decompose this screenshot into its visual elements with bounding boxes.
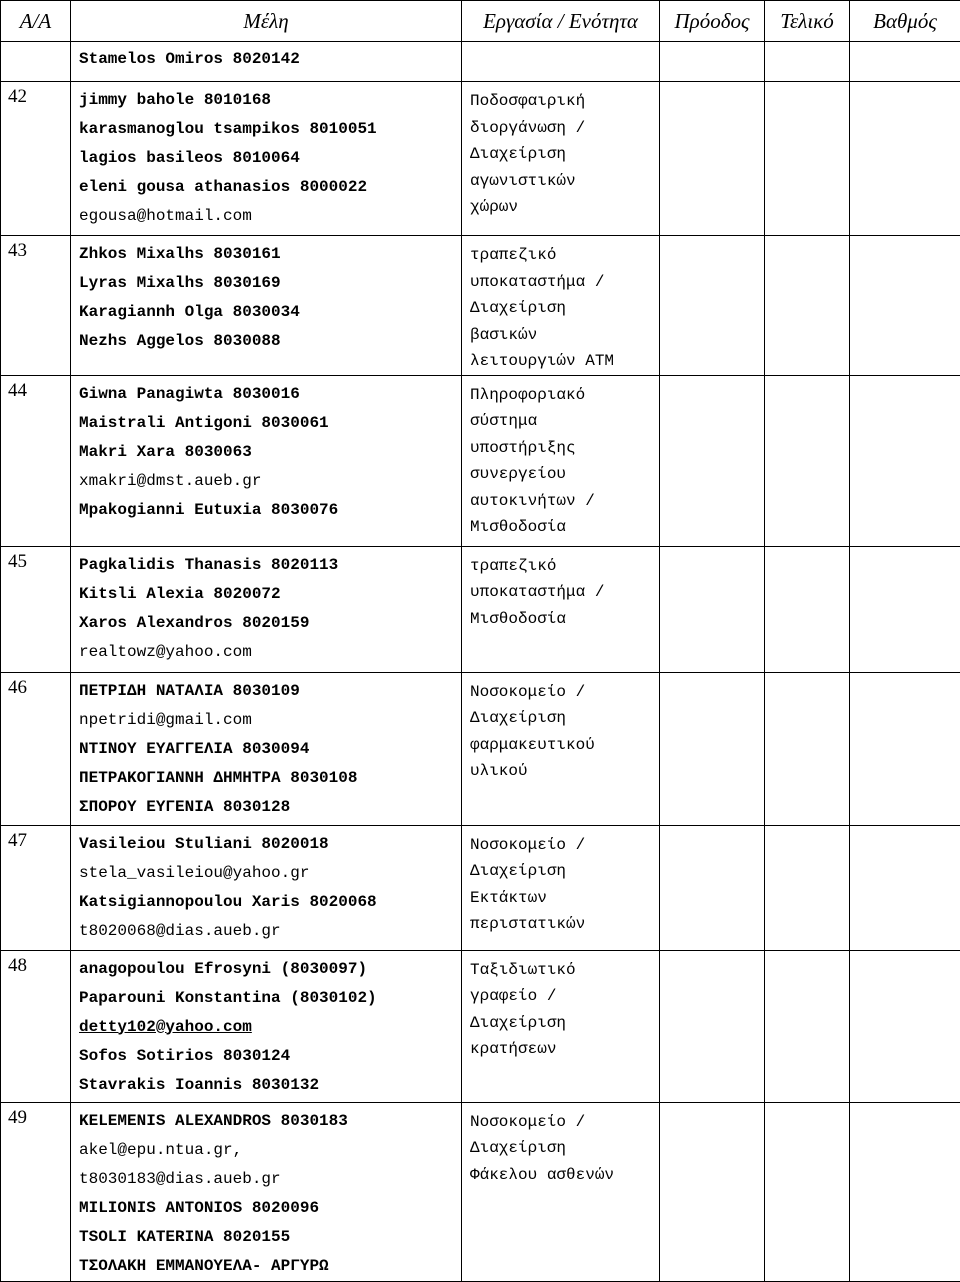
member-name: Vasileiou Stuliani 8020018 bbox=[79, 830, 461, 859]
project-line: Εκτάκτων bbox=[470, 885, 655, 912]
grade-cell bbox=[850, 546, 960, 672]
final-cell bbox=[765, 236, 850, 376]
project-line: Νοσοκομείο / bbox=[470, 832, 655, 859]
project-line: σύστημα bbox=[470, 408, 655, 435]
member-name: Makri Xara 8030063 bbox=[79, 438, 461, 467]
final-cell bbox=[765, 42, 850, 82]
member-name: karasmanoglou tsampikos 8010051 bbox=[79, 115, 461, 144]
member-name: Sofos Sotirios 8030124 bbox=[79, 1042, 461, 1071]
progress-cell bbox=[660, 42, 765, 82]
project-line: κρατήσεων bbox=[470, 1036, 655, 1063]
project-line: χώρων bbox=[470, 194, 655, 221]
member-name: Xaros Alexandros 8020159 bbox=[79, 609, 461, 638]
grade-cell bbox=[850, 672, 960, 825]
member-name: TSOLI KATERINA 8020155 bbox=[79, 1223, 461, 1252]
table-body bbox=[1, 42, 960, 1282]
project-line: Νοσοκομείο / bbox=[470, 679, 655, 706]
member-name: MILIONIS ANTONIOS 8020096 bbox=[79, 1194, 461, 1223]
members-cell bbox=[71, 950, 462, 1102]
project-line: Μισθοδοσία bbox=[470, 606, 655, 633]
member-name: Stamelos Omiros 8020142 bbox=[79, 45, 461, 74]
project-line: αγωνιστικών bbox=[470, 168, 655, 195]
project-line: συνεργείου bbox=[470, 461, 655, 488]
progress-cell bbox=[660, 82, 765, 236]
project-line: βασικών bbox=[470, 322, 655, 349]
member-email: realtowz@yahoo.com bbox=[79, 638, 461, 667]
member-name: Pagkalidis Thanasis 8020113 bbox=[79, 551, 461, 580]
project-line: Νοσοκομείο / bbox=[470, 1109, 655, 1136]
grade-cell bbox=[850, 1102, 960, 1281]
member-name: Maistrali Antigoni 8030061 bbox=[79, 409, 461, 438]
member-name: ΤΣΟΛΑΚΗ ΕΜΜΑΝΟΥΕΛΑ- ΑΡΓΥΡΩ bbox=[79, 1252, 461, 1281]
table-row bbox=[1, 375, 960, 546]
member-email: akel@epu.ntua.gr, bbox=[79, 1136, 461, 1165]
progress-cell bbox=[660, 825, 765, 950]
members-cell bbox=[71, 672, 462, 825]
member-name: anagopoulou Efrosyni (8030097) bbox=[79, 955, 461, 984]
final-cell bbox=[765, 1102, 850, 1281]
final-cell bbox=[765, 82, 850, 236]
final-cell bbox=[765, 375, 850, 546]
member-name: ΠΕΤΡΑΚΟΓΙΑΝΝΗ ΔΗΜΗΤΡΑ 8030108 bbox=[79, 764, 461, 793]
member-email: xmakri@dmst.aueb.gr bbox=[79, 467, 461, 496]
project-line: αυτοκινήτων / bbox=[470, 488, 655, 515]
row-number: 47 bbox=[1, 825, 71, 950]
project-cell bbox=[462, 546, 660, 672]
grade-cell bbox=[850, 236, 960, 376]
project-line: λειτουργιών ATM bbox=[470, 348, 655, 375]
members-cell bbox=[71, 375, 462, 546]
progress-cell bbox=[660, 950, 765, 1102]
member-name: ΝΤΙΝΟΥ ΕΥΑΓΓΕΛΙΑ 8030094 bbox=[79, 735, 461, 764]
members-cell bbox=[71, 1102, 462, 1281]
grade-cell bbox=[850, 950, 960, 1102]
grade-cell bbox=[850, 825, 960, 950]
member-name: Stavrakis Ioannis 8030132 bbox=[79, 1071, 461, 1100]
member-email: t8020068@dias.aueb.gr bbox=[79, 917, 461, 946]
final-cell bbox=[765, 672, 850, 825]
table-row bbox=[1, 1102, 960, 1281]
member-email: t8030183@dias.aueb.gr bbox=[79, 1165, 461, 1194]
row-number bbox=[1, 42, 71, 82]
member-name: jimmy bahole 8010168 bbox=[79, 86, 461, 115]
project-line: Ταξιδιωτικό bbox=[470, 957, 655, 984]
members-cell bbox=[71, 82, 462, 236]
progress-cell bbox=[660, 546, 765, 672]
project-line: φαρμακευτικού bbox=[470, 732, 655, 759]
members-cell bbox=[71, 546, 462, 672]
member-name: eleni gousa athanasios 8000022 bbox=[79, 173, 461, 202]
project-line: Διαχείριση bbox=[470, 858, 655, 885]
row-number: 44 bbox=[1, 375, 71, 546]
project-line: Διαχείριση bbox=[470, 295, 655, 322]
table-row bbox=[1, 672, 960, 825]
final-cell bbox=[765, 950, 850, 1102]
row-number: 49 bbox=[1, 1102, 71, 1281]
project-line: υποκαταστήμα / bbox=[470, 269, 655, 296]
member-name: Nezhs Aggelos 8030088 bbox=[79, 327, 461, 356]
project-cell bbox=[462, 950, 660, 1102]
project-line: Διαχείριση bbox=[470, 1010, 655, 1037]
grade-cell bbox=[850, 42, 960, 82]
progress-cell bbox=[660, 375, 765, 546]
project-line: Διαχείριση bbox=[470, 141, 655, 168]
project-line: τραπεζικό bbox=[470, 242, 655, 269]
table-row bbox=[1, 82, 960, 236]
project-line: Διαχείριση bbox=[470, 705, 655, 732]
progress-cell bbox=[660, 1102, 765, 1281]
member-email: egousa@hotmail.com bbox=[79, 202, 461, 231]
project-cell bbox=[462, 672, 660, 825]
header-progress: Πρόοδος bbox=[660, 1, 765, 42]
member-name: Zhkos Mixalhs 8030161 bbox=[79, 240, 461, 269]
header-project: Εργασία / Ενότητα bbox=[462, 1, 660, 42]
grade-cell bbox=[850, 82, 960, 236]
project-cell bbox=[462, 1102, 660, 1281]
row-number: 46 bbox=[1, 672, 71, 825]
table-row bbox=[1, 236, 960, 376]
project-line: Πληροφοριακό bbox=[470, 382, 655, 409]
project-cell bbox=[462, 236, 660, 376]
project-line: διοργάνωση / bbox=[470, 115, 655, 142]
final-cell bbox=[765, 546, 850, 672]
project-line: υλικού bbox=[470, 758, 655, 785]
table-row bbox=[1, 825, 960, 950]
member-name: Mpakogianni Eutuxia 8030076 bbox=[79, 496, 461, 525]
member-name: Paparouni Konstantina (8030102) bbox=[79, 984, 461, 1013]
row-number: 48 bbox=[1, 950, 71, 1102]
header-final: Τελικό bbox=[765, 1, 850, 42]
project-line: γραφείο / bbox=[470, 983, 655, 1010]
members-cell bbox=[71, 236, 462, 376]
table-row bbox=[1, 950, 960, 1102]
progress-cell bbox=[660, 672, 765, 825]
project-line: περιστατικών bbox=[470, 911, 655, 938]
project-line: Ποδοσφαιρική bbox=[470, 88, 655, 115]
project-cell bbox=[462, 825, 660, 950]
members-cell bbox=[71, 825, 462, 950]
project-line: Μισθοδοσία bbox=[470, 514, 655, 541]
project-cell bbox=[462, 375, 660, 546]
header-row bbox=[1, 1, 960, 42]
grade-cell bbox=[850, 375, 960, 546]
table-row bbox=[1, 42, 960, 82]
project-cell bbox=[462, 82, 660, 236]
project-line: τραπεζικό bbox=[470, 553, 655, 580]
project-line: Φάκελου ασθενών bbox=[470, 1162, 655, 1189]
final-cell bbox=[765, 825, 850, 950]
member-name: Giwna Panagiwta 8030016 bbox=[79, 380, 461, 409]
progress-cell bbox=[660, 236, 765, 376]
member-email: stela_vasileiou@yahoo.gr bbox=[79, 859, 461, 888]
header-aa: Α/Α bbox=[1, 1, 71, 42]
project-line: Διαχείριση bbox=[470, 1135, 655, 1162]
header-members: Μέλη bbox=[71, 1, 462, 42]
member-name: detty102@yahoo.com bbox=[79, 1013, 461, 1042]
project-line: υποκαταστήμα / bbox=[470, 579, 655, 606]
member-name: Lyras Mixalhs 8030169 bbox=[79, 269, 461, 298]
member-name: Kitsli Alexia 8020072 bbox=[79, 580, 461, 609]
row-number: 43 bbox=[1, 236, 71, 376]
member-name: ΠΕΤΡΙΔΗ ΝΑΤΑΛΙΑ 8030109 bbox=[79, 677, 461, 706]
member-name: lagios basileos 8010064 bbox=[79, 144, 461, 173]
header-grade: Βαθμός bbox=[850, 1, 960, 42]
member-name: Karagiannh Olga 8030034 bbox=[79, 298, 461, 327]
member-name: ΣΠΟΡΟΥ ΕΥΓΕΝΙΑ 8030128 bbox=[79, 793, 461, 822]
member-email: npetridi@gmail.com bbox=[79, 706, 461, 735]
members-cell bbox=[71, 42, 462, 82]
member-name: Katsigiannopoulou Xaris 8020068 bbox=[79, 888, 461, 917]
table-row bbox=[1, 546, 960, 672]
row-number: 42 bbox=[1, 82, 71, 236]
project-cell bbox=[462, 42, 660, 82]
row-number: 45 bbox=[1, 546, 71, 672]
project-line: υποστήριξης bbox=[470, 435, 655, 462]
member-name: KELEMENIS ALEXANDROS 8030183 bbox=[79, 1107, 461, 1136]
